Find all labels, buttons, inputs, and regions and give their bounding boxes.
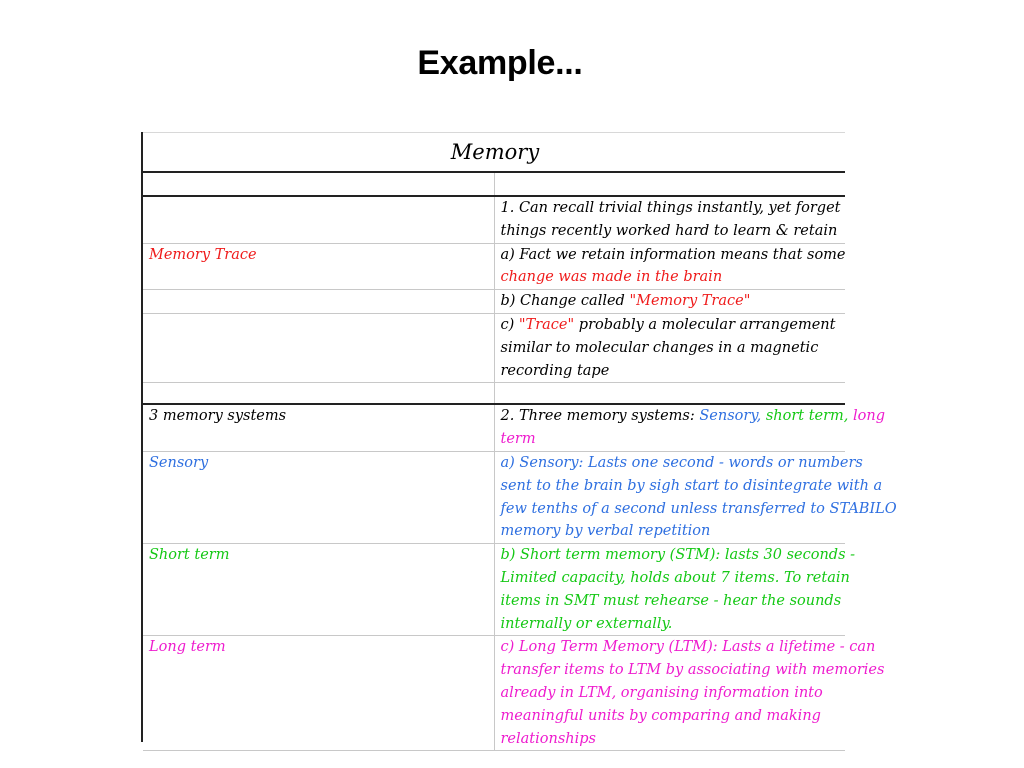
- text-line: already in LTM, organising information into: [500, 684, 823, 701]
- text-line: internally or externally.: [500, 615, 673, 632]
- row-heading-sensory: Sensory: [143, 451, 494, 543]
- text-line: relationships: [500, 730, 596, 747]
- row-text: [494, 404, 886, 451]
- text-line: meaningful units by comparing and making: [500, 707, 821, 724]
- table-row: [143, 290, 845, 314]
- text-line: sent to the brain by sigh start to disintegrate with a: [500, 477, 883, 494]
- memory-table-sheet: [141, 132, 897, 747]
- table-row: [143, 636, 845, 751]
- table-row: [143, 243, 845, 290]
- text-line: c) Long Term Memory (LTM): Lasts a lifetime - can: [500, 639, 876, 656]
- text-line: a) Sensory: Lasts one second - words or numbers: [500, 454, 863, 471]
- text-line: a) Fact we retain information means that some: [500, 246, 846, 263]
- text-highlight: "Memory Trace": [629, 293, 751, 310]
- table-row: [143, 313, 845, 382]
- row-text: [494, 544, 856, 636]
- text-line: things recently worked hard to learn & retain: [500, 222, 838, 239]
- text-line: 2. Three memory systems: Sensory, short term, long: [500, 408, 886, 425]
- row-heading-memory-trace: Memory Trace: [143, 243, 494, 290]
- text-line: c) "Trace" probably a molecular arrangement: [500, 316, 836, 333]
- table-row: [143, 451, 845, 543]
- spacer-row: [143, 383, 845, 405]
- row-heading-short-term: Short term: [143, 544, 494, 636]
- table-title: Memory: [143, 133, 845, 173]
- row-text: [494, 313, 845, 382]
- table-row: [143, 544, 845, 636]
- table-row: [143, 196, 845, 243]
- text-line: transfer items to LTM by associating with memories: [500, 662, 885, 679]
- row-text: [494, 636, 885, 751]
- row-text: [494, 451, 897, 543]
- text-line: Limited capacity, holds about 7 items. To retain: [500, 569, 850, 586]
- text-line: few tenths of a second unless transferred to STABILO: [500, 500, 897, 517]
- slide-title: Example...: [417, 44, 583, 82]
- row-text: [494, 243, 845, 290]
- text-line: b) Short term memory (STM): lasts 30 seconds -: [500, 547, 856, 564]
- text-highlight: "Trace": [518, 316, 575, 333]
- text-line: items in SMT must rehearse - hear the sounds: [500, 592, 842, 609]
- text-line: term: [500, 431, 536, 448]
- text-line: recording tape: [500, 362, 610, 379]
- memory-table: [143, 132, 897, 751]
- table-row: [143, 404, 845, 451]
- text-line-highlight: change was made in the brain: [500, 269, 723, 286]
- row-heading-long-term: Long term: [143, 636, 494, 751]
- spacer-row: [143, 172, 845, 196]
- text-line: b) Change called "Memory Trace": [500, 293, 751, 310]
- text-line: 1. Can recall trivial things instantly, yet forget: [500, 200, 841, 216]
- row-heading: [143, 196, 494, 243]
- row-text: [494, 196, 845, 243]
- row-heading-memory-systems: 3 memory systems: [143, 404, 494, 451]
- row-text: [494, 290, 845, 314]
- text-line: similar to molecular changes in a magnetic: [500, 339, 819, 356]
- text-line: memory by verbal repetition: [500, 523, 711, 540]
